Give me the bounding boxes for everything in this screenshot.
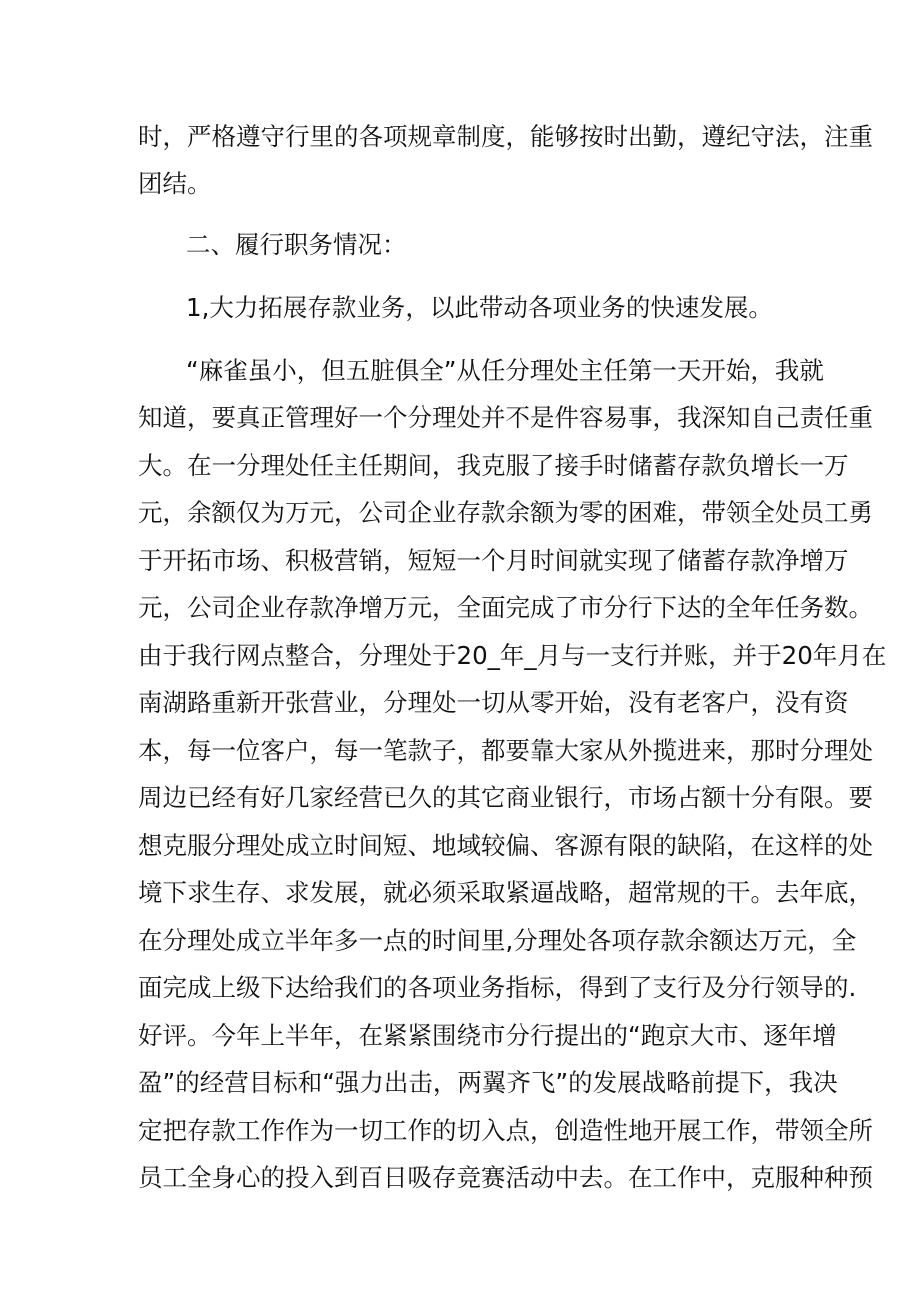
text-line-17: 在分理处成立半年多一点的时间里,分理处各项存款余额达万元，全 [138,926,857,955]
text-line-19: 好评。今年上半年，在紧紧围绕市分行提出的“跑京大市、逐年增 [138,1021,837,1050]
text-line-9: 于开拓市场、积极营销，短短一个月时间就实现了储蓄存款净增万 [138,546,849,575]
text-line-22: 员工全身心的投入到百日吸存竞赛活动中去。在工作中，克服种种预 [138,1163,873,1192]
text-line-21: 定把存款工作作为一切工作的切入点，创造性地开展工作，带领全所 [138,1116,873,1145]
text-line-7: 大。在一分理处任主任期间，我克服了接手时储蓄存款负增长一万 [138,451,849,480]
text-line-1: 时，严格遵守行里的各项规章制度，能够按时出勤，遵纪守法，注重 [138,122,873,151]
text-line-13: 本，每一位客户，每一笔款子，都要靠大家从外揽进来，那时分理处 [138,736,873,765]
text-line-2: 团结。 [138,169,212,198]
text-line-16: 境下求生存、求发展，就必须采取紧逼战略，超常规的干。去年底， [138,878,873,907]
text-line-10: 元，公司企业存款净增万元，全面完成了市分行下达的全年任务数。 [138,593,873,622]
text-line-18: 面完成上级下达给我们的各项业务指标，得到了支行及分行领导的. [138,973,857,1002]
text-line-8: 元，余额仅为万元，公司企业存款余额为零的困难，带领全处员工勇 [138,498,873,527]
text-line-5: “麻雀虽小，但五脏俱全”从任分理处主任第一天开始，我就 [186,356,824,385]
text-line-12: 南湖路重新开张营业，分理处一切从零开始，没有老客户，没有资 [138,688,849,717]
text-line-20: 盈”的经营目标和“强力出击，两翼齐飞”的发展战略前提下，我决 [138,1068,838,1097]
text-line-14: 周边已经有好几家经营已久的其它商业银行，市场占额十分有限。要 [138,783,873,812]
text-line-11: 由于我行网点整合，分理处于20_年_月与一支行并账，并于20年月在 [138,641,887,670]
section-heading: 二、履行职务情况： [186,230,407,259]
subsection-heading: 1,大力拓展存款业务，以此带动各项业务的快速发展。 [186,293,773,322]
text-line-15: 想克服分理处成立时间短、地域较偏、客源有限的缺陷，在这样的处 [138,831,873,860]
text-line-6: 知道，要真正管理好一个分理处并不是件容易事，我深知自己责任重 [138,403,873,432]
